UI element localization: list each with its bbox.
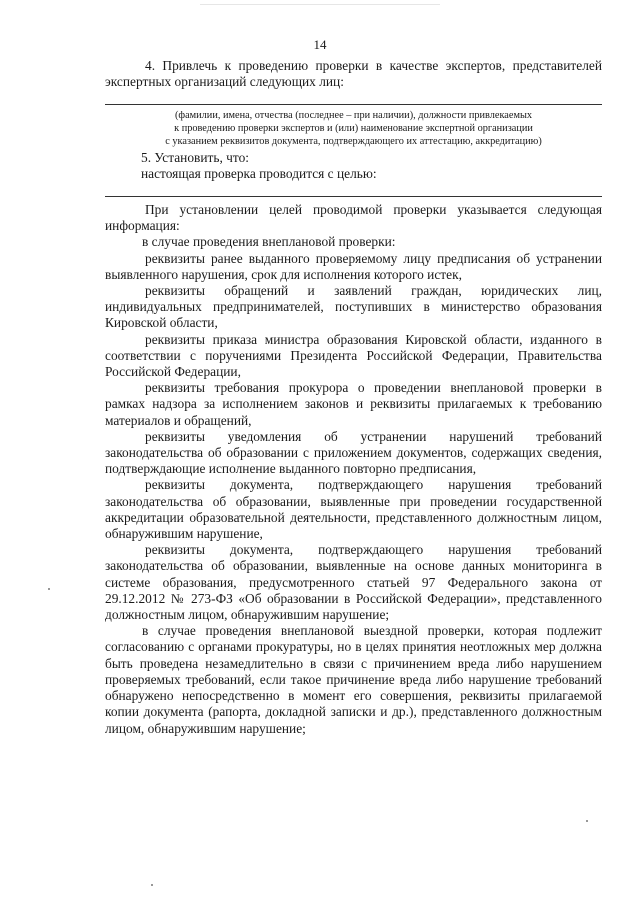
item-4-text: 4. Привлечь к проведению проверки в качестве экспертов, представителей экспертных организаций следующих лиц: bbox=[105, 58, 602, 90]
scan-artifact-line bbox=[200, 4, 440, 5]
main-text bbox=[105, 202, 602, 737]
paragraph: реквизиты документа, подтверждающего нарушения требований законодательства об образовании, выявленные на основе данных мониторинга в системе образования, предусмотренного статьей 97 Федерального закона от 29.12.2012 № 273-ФЗ «Об образовании в Российской Федерации», представленного должностным лицом, обнаружившим нарушение; bbox=[105, 542, 602, 623]
caption-line: (фамилии, имена, отчества (последнее – при наличии), должности привлекаемых bbox=[174, 110, 533, 121]
scan-speck bbox=[48, 588, 50, 590]
item-4-block bbox=[105, 58, 602, 90]
item-5-title: 5. Установить, что: bbox=[141, 150, 249, 165]
paragraph: в случае проведения внеплановой проверки: bbox=[142, 234, 396, 250]
scan-speck bbox=[151, 884, 153, 886]
caption-line: с указанием реквизитов документа, подтверждающего их аттестацию, аккредитацию) bbox=[165, 136, 542, 147]
fill-in-line-purpose bbox=[105, 196, 602, 197]
experts-caption bbox=[105, 109, 602, 148]
caption-line: к проведению проверки экспертов и (или) наименование экспертной организации bbox=[174, 123, 533, 134]
item-5-text: настоящая проверка проводится с целью: bbox=[141, 166, 377, 182]
page-number: 14 bbox=[313, 37, 327, 52]
paragraph: реквизиты приказа министра образования Кировской области, изданного в соответствии с поручениями Президента Российской Федерации, Правительства Российской Федерации, bbox=[105, 331, 602, 380]
item-5-block bbox=[141, 150, 377, 182]
paragraph: реквизиты требования прокурора о проведении внеплановой проверки в рамках надзора за исполнением законов и реквизиты прилагаемых к требованию материалов и обращений, bbox=[105, 380, 602, 428]
fill-in-line-experts bbox=[105, 104, 602, 105]
paragraph: реквизиты обращений и заявлений граждан, юридических лиц, индивидуальных предпринимателей, поступивших в министерство образования Кировской области, bbox=[105, 283, 602, 331]
scan-speck bbox=[586, 820, 588, 822]
paragraph: реквизиты уведомления об устранении нарушений требований законодательства об образовании с приложением документов, содержащих сведения, подтверждающие исполнение выданного повторно предписания, bbox=[105, 428, 602, 477]
paragraph: реквизиты документа, подтверждающего нарушения требований законодательства об образовании, выявленные при проведении государственной аккредитации образовательной деятельности, представленного должностным лицом, обнаружившим нарушение, bbox=[105, 477, 602, 542]
paragraph: реквизиты ранее выданного проверяемому лицу предписания об устранении выявленного нарушения, срок для исполнения которого истек, bbox=[105, 250, 602, 282]
paragraph: в случае проведения внеплановой выездной проверки, которая подлежит согласованию с органами прокуратуры, но в целях принятия неотложных мер должна быть проведена незамедлительно в связи с причинением вреда либо нарушением проверяемых требований, если такое причинение вреда либо нарушение требований обнаружено непосредственно в момент его совершения, реквизиты прилагаемой копии документа (рапорта, докладной записки и др.), представленного должностным лицом, обнаружившим нарушение; bbox=[105, 623, 602, 736]
paragraph: При установлении целей проводимой проверки указывается следующая информация: bbox=[105, 202, 602, 234]
